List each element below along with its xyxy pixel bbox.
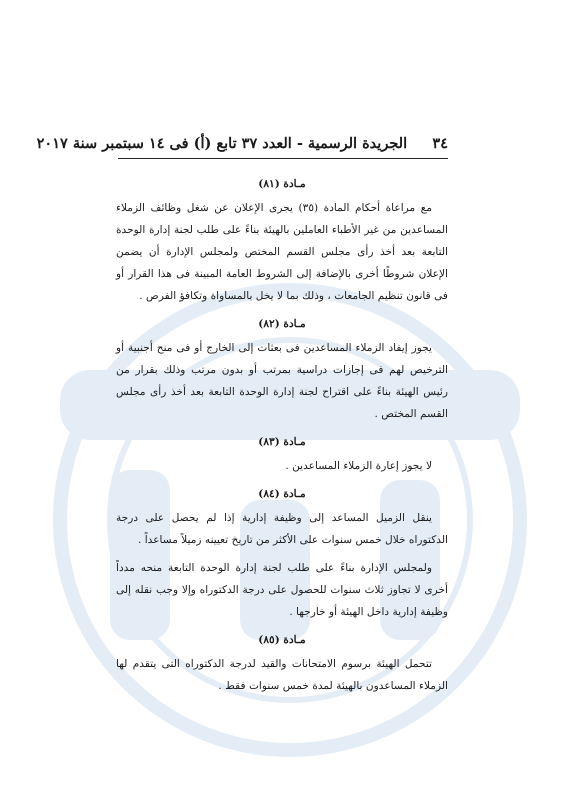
article-83-text: لا يجوز إعارة الزملاء المساعدين .: [285, 460, 432, 472]
header-divider: [118, 158, 448, 159]
article-85-text: تتحمل الهيئة برسوم الامتحانات والقيد لدرجة الدكتوراه التى يتقدم لها الزملاء المساعدون بالهيئة لمدة خمس سنوات فقط .: [116, 658, 448, 692]
article-81-title: مـادة (٨١): [258, 178, 306, 190]
article-84-text-1: ينقل الزميل المساعد إلى وظيفة إدارية إذا لم يحصل على درجة الدكتوراه خلال خمس سنوات على الأكثر من تاريخ تعيينه زميلاً مساعداً .: [116, 512, 448, 546]
page-number: ٣٤: [432, 135, 448, 152]
article-84-text-2: ولمجلس الإدارة بناءً على طلب لجنة إدارة الوحدة التابعة منحه مدداً أخرى لا تجاوز ثلاث سنوات للحصول على درجة الدكتوراه وإلا وجب نقله إلى وظيفة إدارية داخل الهيئة أو خارجها .: [116, 562, 448, 618]
article-81-text: مع مراعاة أحكام المادة (٣٥) يجرى الإعلان عن شغل وظائف الزملاء المساعدين من غير الأطباء العاملين بالهيئة بناءً على طلب لجنة إدارة الوحدة التابعة بعد أخذ رأى مجلس القسم المختص ولمجلس الإدارة أن يضمن الإعلان شروطًا أخرى بالإضافة إلى الشروط العامة المبينة فى هذا القرار أو فى قانون تنظيم الجامعات ، وذلك بما لا يخل بالمساواة وتكافؤ الفرص .: [116, 202, 448, 302]
article-82-title: مـادة (٨٢): [258, 318, 306, 330]
article-85-title: مـادة (٨٥): [258, 634, 306, 646]
article-82-text: يجوز إيفاد الزملاء المساعدين فى بعثات إلى الخارج أو فى منح أجنبية أو الترخيص لهم فى إجازات دراسية بمرتب أو بدون مرتب وذلك بقرار من رئيس الهيئة بناءً على اقتراح لجنة إدارة الوحدة التابعة بعد أخذ رأى مجلس القسم المختص .: [116, 342, 448, 420]
page-header: [36, 135, 448, 152]
article-83-title: مـادة (٨٣): [258, 436, 306, 448]
gazette-title: الجريدة الرسمية - العدد ٣٧ تابع (أ) فى ١٤ سبتمبر سنة ٢٠١٧: [36, 135, 408, 152]
document-body: [116, 170, 448, 703]
article-84-title: مـادة (٨٤): [258, 488, 306, 500]
